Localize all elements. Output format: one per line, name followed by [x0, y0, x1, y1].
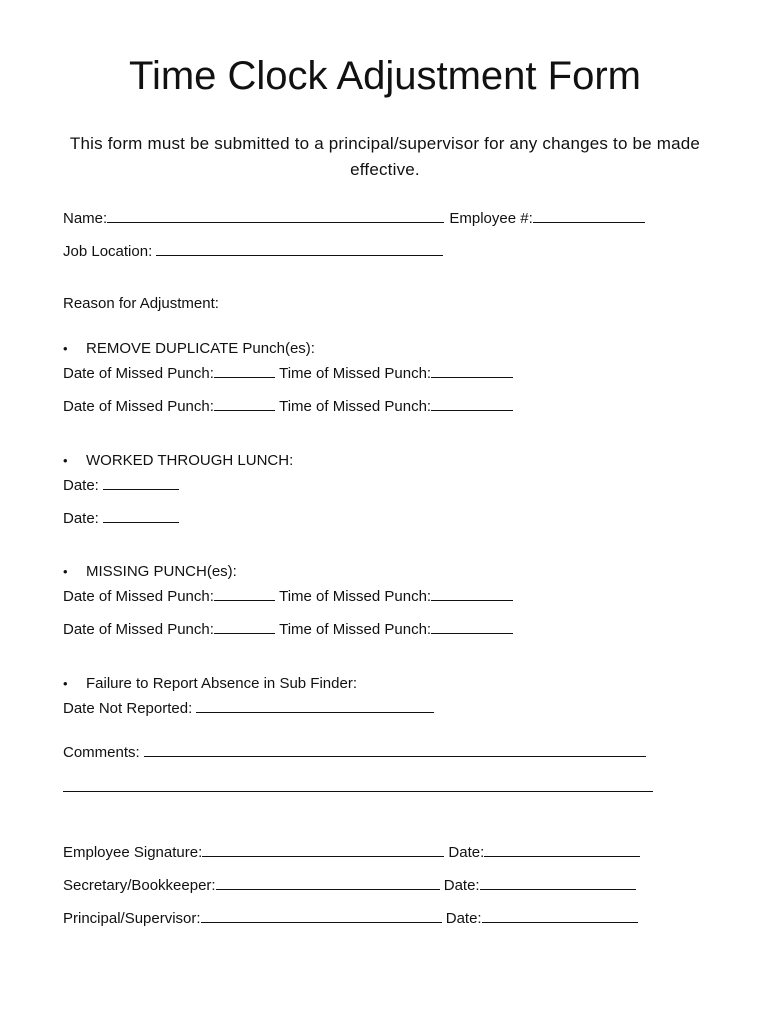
duplicate-heading: REMOVE DUPLICATE Punch(es): — [86, 340, 315, 357]
job-location-label: Job Location: — [63, 243, 153, 260]
job-location-field[interactable] — [156, 238, 443, 256]
duplicate-time-label: Time of Missed Punch: — [279, 398, 432, 415]
principal-signature-row — [63, 905, 638, 927]
missing-heading: MISSING PUNCH(es): — [86, 563, 237, 580]
comments-field-continuation[interactable] — [63, 791, 653, 792]
name-row — [63, 205, 645, 227]
missing-date-label: Date of Missed Punch: — [63, 588, 214, 605]
comments-label: Comments: — [63, 744, 140, 761]
duplicate-time-field-1[interactable] — [431, 360, 513, 378]
duplicate-date-label: Date of Missed Punch: — [63, 398, 214, 415]
lunch-heading: WORKED THROUGH LUNCH: — [86, 452, 294, 469]
duplicate-row-2 — [63, 393, 513, 415]
secretary-signature-row — [63, 872, 636, 894]
signature-date-label: Date: — [448, 844, 485, 861]
principal-signature-field[interactable] — [201, 905, 442, 923]
duplicate-date-field-1[interactable] — [214, 360, 275, 378]
missing-row-1 — [63, 583, 513, 605]
lunch-date-field-1[interactable] — [103, 472, 179, 490]
absence-date-field[interactable] — [196, 695, 434, 713]
lunch-row-2 — [63, 505, 179, 527]
lunch-date-label: Date: — [63, 510, 99, 527]
job-location-row — [63, 238, 443, 260]
lunch-row-1 — [63, 472, 179, 494]
lunch-date-field-2[interactable] — [103, 505, 179, 523]
secretary-signature-label: Secretary/Bookkeeper: — [63, 877, 216, 894]
secretary-signature-field[interactable] — [216, 872, 440, 890]
duplicate-date-field-2[interactable] — [214, 393, 275, 411]
lunch-date-label: Date: — [63, 477, 99, 494]
name-field[interactable] — [107, 205, 444, 223]
absence-date-label: Date Not Reported: — [63, 700, 193, 717]
secretary-signature-date-field[interactable] — [480, 872, 636, 890]
bullet-icon: • — [63, 341, 68, 356]
lunch-heading-row — [63, 450, 293, 472]
signature-date-label: Date: — [443, 877, 480, 894]
page-title: Time Clock Adjustment Form — [129, 54, 641, 98]
duplicate-row-1 — [63, 360, 513, 382]
missing-date-label: Date of Missed Punch: — [63, 621, 214, 638]
principal-signature-label: Principal/Supervisor: — [63, 910, 201, 927]
comments-field[interactable] — [144, 739, 646, 757]
absence-row — [63, 695, 434, 717]
missing-time-field-2[interactable] — [431, 616, 513, 634]
missing-time-label: Time of Missed Punch: — [279, 588, 432, 605]
missing-date-field-2[interactable] — [214, 616, 275, 634]
employee-signature-label: Employee Signature: — [63, 844, 203, 861]
name-label: Name: — [63, 210, 108, 227]
employee-number-field[interactable] — [533, 205, 645, 223]
reason-label: Reason for Adjustment: — [63, 295, 219, 312]
duplicate-time-field-2[interactable] — [431, 393, 513, 411]
comments-row — [63, 739, 646, 761]
missing-date-field-1[interactable] — [214, 583, 275, 601]
employee-number-label: Employee #: — [449, 210, 533, 227]
bullet-icon: • — [63, 453, 68, 468]
employee-signature-date-field[interactable] — [484, 839, 640, 857]
missing-heading-row — [63, 561, 237, 583]
intro-text: This form must be submitted to a principal/supervisor for any changes to be made effective. — [69, 134, 701, 179]
employee-signature-row — [63, 839, 640, 861]
duplicate-heading-row — [63, 338, 315, 360]
principal-signature-date-field[interactable] — [482, 905, 638, 923]
bullet-icon: • — [63, 676, 68, 691]
missing-time-label: Time of Missed Punch: — [279, 621, 432, 638]
bullet-icon: • — [63, 564, 68, 579]
employee-signature-field[interactable] — [202, 839, 444, 857]
absence-heading-row — [63, 673, 357, 695]
missing-time-field-1[interactable] — [431, 583, 513, 601]
missing-row-2 — [63, 616, 513, 638]
duplicate-time-label: Time of Missed Punch: — [279, 365, 432, 382]
absence-heading: Failure to Report Absence in Sub Finder: — [86, 675, 357, 692]
duplicate-date-label: Date of Missed Punch: — [63, 365, 214, 382]
signature-date-label: Date: — [445, 910, 482, 927]
